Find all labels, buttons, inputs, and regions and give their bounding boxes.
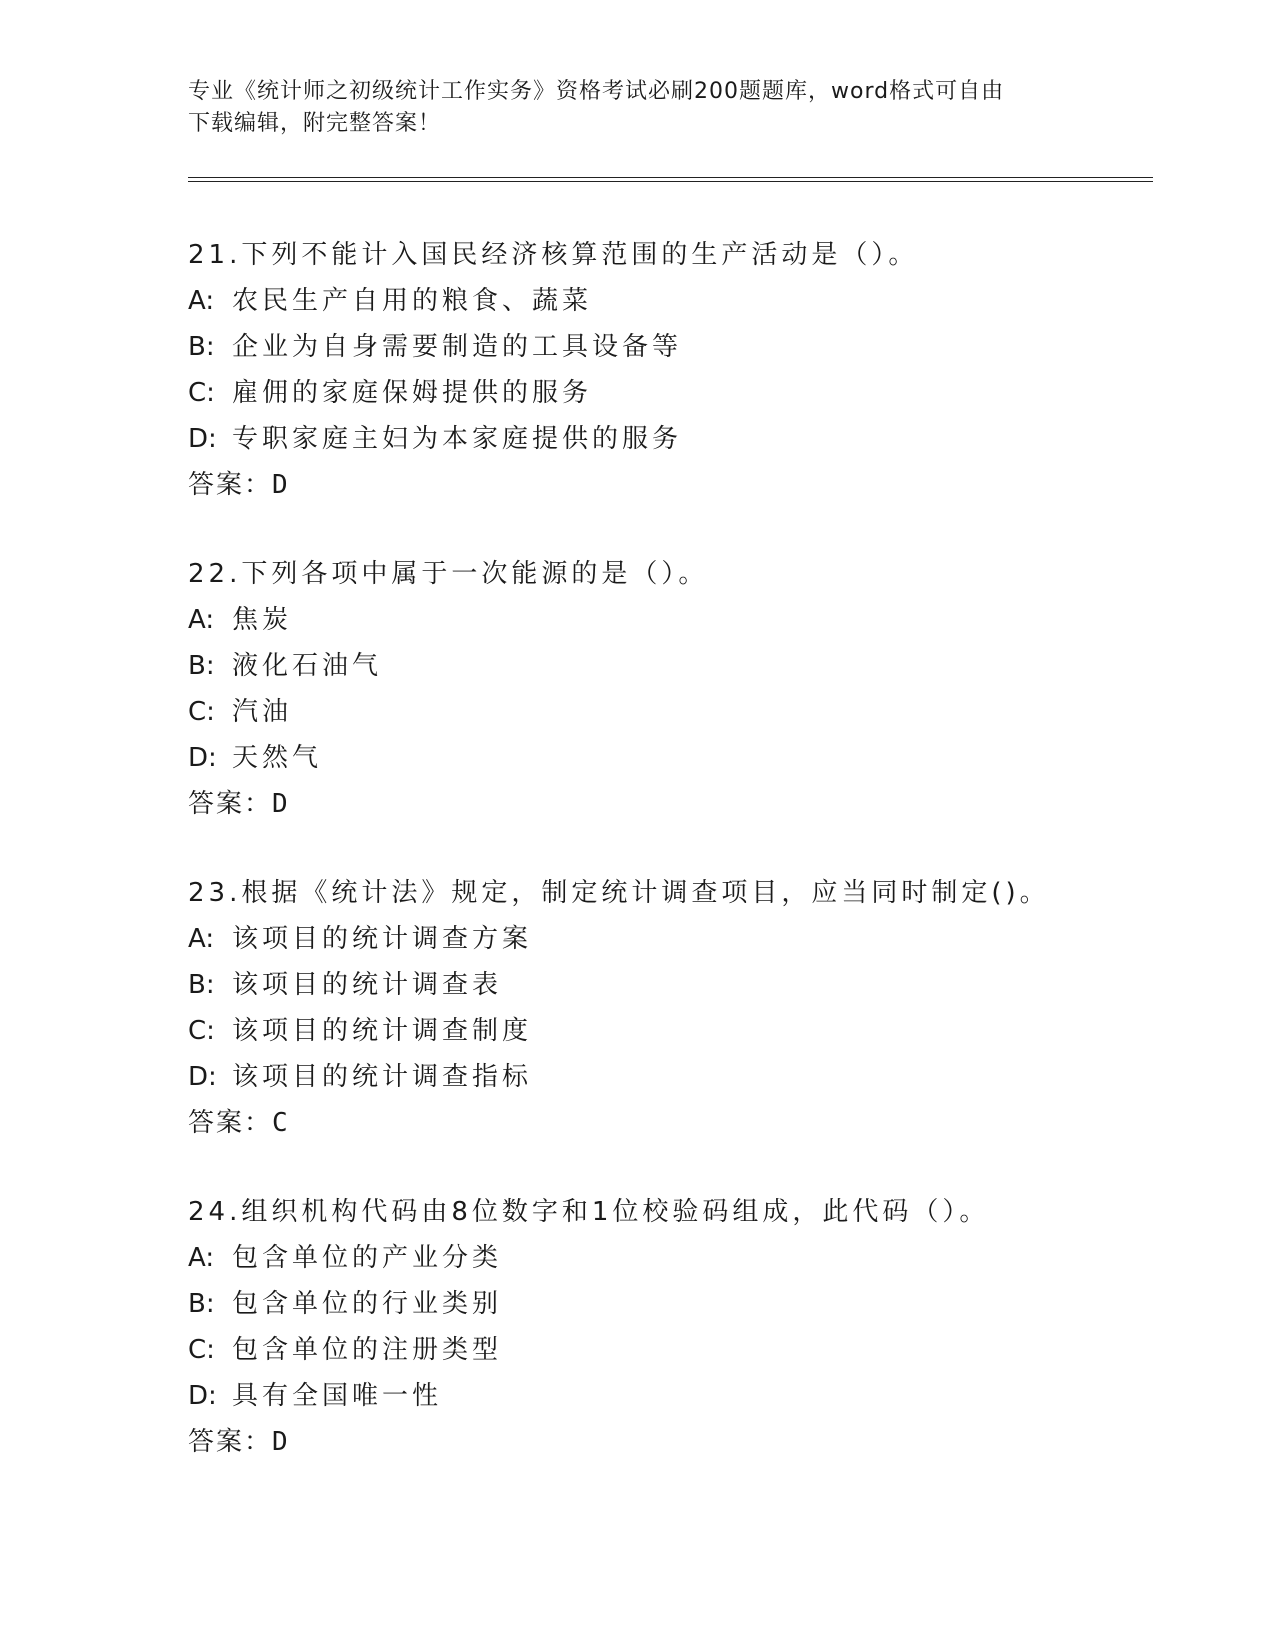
option-b bbox=[188, 643, 1148, 689]
answer-label: 答案： bbox=[188, 1427, 273, 1457]
answer-line bbox=[188, 781, 1148, 827]
option-text: 液化石油气 bbox=[232, 651, 383, 681]
answer-value: D bbox=[272, 789, 290, 819]
option-c bbox=[188, 370, 1148, 416]
option-key: C: bbox=[188, 1016, 215, 1046]
option-text: 包含单位的产业分类 bbox=[232, 1243, 503, 1273]
option-key: A: bbox=[188, 1243, 215, 1273]
question-stem: 23.根据《统计法》规定，制定统计调查项目，应当同时制定()。 bbox=[188, 878, 1050, 908]
answer-value: D bbox=[272, 470, 290, 500]
option-text: 该项目的统计调查方案 bbox=[232, 924, 533, 954]
header-line-1: 专业《统计师之初级统计工作实务》资格考试必刷200题题库，word格式可自由 bbox=[188, 79, 1005, 104]
option-d bbox=[188, 735, 1148, 781]
option-key: D: bbox=[188, 743, 217, 773]
option-key: A: bbox=[188, 286, 215, 316]
option-key: C: bbox=[188, 1335, 215, 1365]
option-text: 焦炭 bbox=[232, 605, 293, 635]
answer-label: 答案： bbox=[188, 470, 273, 500]
option-a bbox=[188, 916, 1148, 962]
question-24 bbox=[188, 1189, 1148, 1465]
option-key: A: bbox=[188, 924, 215, 954]
answer-line bbox=[188, 1100, 1148, 1146]
option-text: 包含单位的行业类别 bbox=[232, 1289, 503, 1319]
question-22 bbox=[188, 551, 1148, 827]
option-key: C: bbox=[188, 697, 215, 727]
option-text: 雇佣的家庭保姆提供的服务 bbox=[232, 378, 593, 408]
document-header bbox=[188, 76, 1088, 140]
header-line-2: 下载编辑，附完整答案！ bbox=[188, 111, 442, 136]
option-text: 具有全国唯一性 bbox=[232, 1381, 443, 1411]
option-key: B: bbox=[188, 970, 215, 1000]
option-key: B: bbox=[188, 332, 215, 362]
option-c bbox=[188, 689, 1148, 735]
option-d bbox=[188, 1373, 1148, 1419]
answer-line bbox=[188, 462, 1148, 508]
answer-line bbox=[188, 1419, 1148, 1465]
option-key: B: bbox=[188, 651, 215, 681]
question-stem: 22.下列各项中属于一次能源的是（）。 bbox=[188, 559, 709, 589]
answer-label: 答案： bbox=[188, 1108, 273, 1138]
option-key: B: bbox=[188, 1289, 215, 1319]
answer-value: C bbox=[272, 1108, 290, 1138]
option-b bbox=[188, 962, 1148, 1008]
option-key: D: bbox=[188, 1381, 217, 1411]
option-key: D: bbox=[188, 424, 217, 454]
header-divider-bottom bbox=[188, 181, 1153, 182]
option-b bbox=[188, 1281, 1148, 1327]
option-text: 农民生产自用的粮食、蔬菜 bbox=[232, 286, 593, 316]
option-text: 专职家庭主妇为本家庭提供的服务 bbox=[232, 424, 683, 454]
answer-label: 答案： bbox=[188, 789, 273, 819]
question-21 bbox=[188, 232, 1148, 508]
option-d bbox=[188, 416, 1148, 462]
option-text: 该项目的统计调查制度 bbox=[232, 1016, 533, 1046]
question-stem: 21.下列不能计入国民经济核算范围的生产活动是（）。 bbox=[188, 240, 919, 270]
question-23 bbox=[188, 870, 1148, 1146]
option-text: 包含单位的注册类型 bbox=[232, 1335, 503, 1365]
option-a bbox=[188, 597, 1148, 643]
option-a bbox=[188, 278, 1148, 324]
option-key: A: bbox=[188, 605, 215, 635]
option-c bbox=[188, 1008, 1148, 1054]
option-text: 企业为自身需要制造的工具设备等 bbox=[232, 332, 683, 362]
option-text: 天然气 bbox=[232, 743, 323, 773]
option-c bbox=[188, 1327, 1148, 1373]
option-text: 该项目的统计调查表 bbox=[232, 970, 503, 1000]
option-text: 该项目的统计调查指标 bbox=[232, 1062, 533, 1092]
option-text: 汽油 bbox=[232, 697, 293, 727]
option-key: C: bbox=[188, 378, 215, 408]
option-a bbox=[188, 1235, 1148, 1281]
answer-value: D bbox=[272, 1427, 290, 1457]
option-b bbox=[188, 324, 1148, 370]
option-d bbox=[188, 1054, 1148, 1100]
header-divider-top bbox=[188, 177, 1153, 178]
question-stem: 24.组织机构代码由8位数字和1位校验码组成，此代码（）。 bbox=[188, 1197, 990, 1227]
option-key: D: bbox=[188, 1062, 217, 1092]
